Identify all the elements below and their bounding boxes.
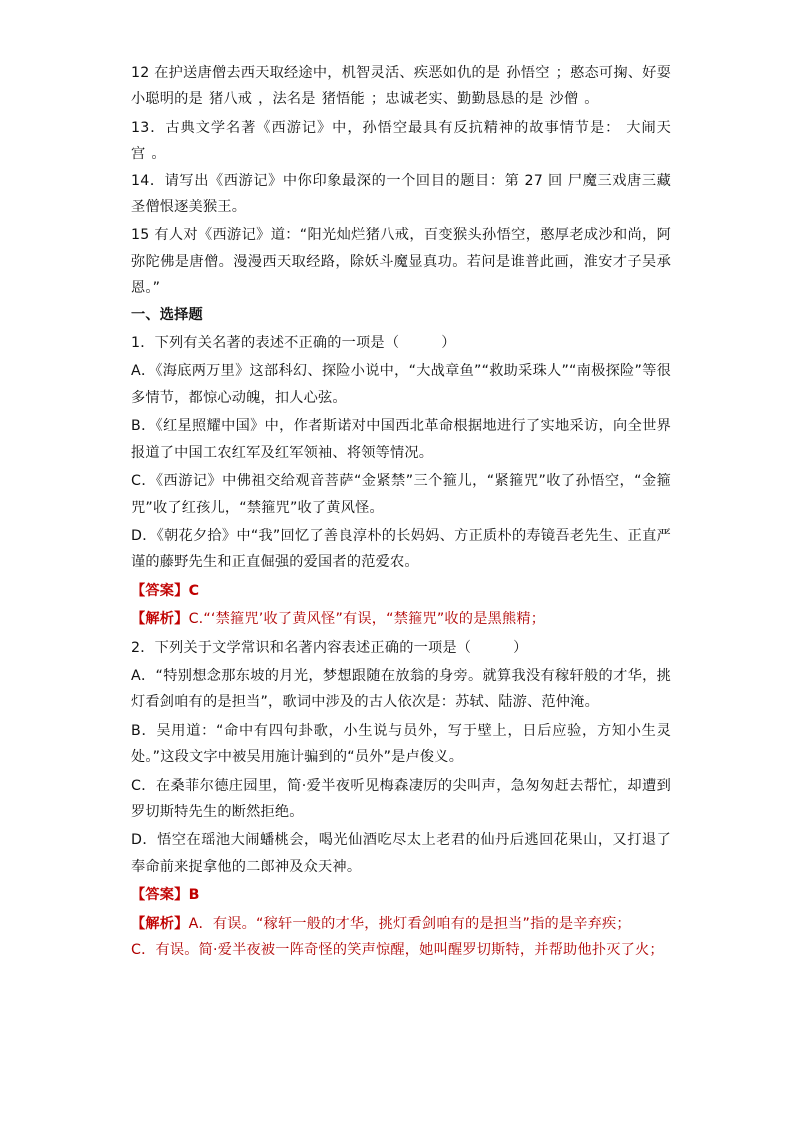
q12-text-5: 。 bbox=[584, 91, 599, 108]
answer-value: C bbox=[188, 582, 200, 599]
q12-text-1: 12 在护送唐僧去西天取经途中，机智灵活、疾恶如仇的是 bbox=[131, 65, 501, 81]
document-body bbox=[131, 60, 671, 963]
answer-label: 【答案】 bbox=[131, 887, 189, 904]
question-1-option-c: C．《西游记》中佛祖交给观音菩萨“金紧禁”三个箍儿，“紧箍咒”收了孙悟空，“金箍咒”收了红孩儿，“禁箍咒”收了黄风怪。 bbox=[131, 473, 671, 516]
q12-answer-1: 孙悟空 bbox=[506, 65, 550, 81]
analysis-label: 【解析】 bbox=[131, 915, 189, 932]
q13-answer-1: 大闹天宫 bbox=[131, 119, 671, 163]
question-2 bbox=[131, 635, 671, 964]
question-2-option-b: B．吴用道：“命中有四句卦歌，小生说与员外，写于壁上，日后应验，方知小生灵处。”这段文字中被吴用施计骗到的“员外”是卢俊义。 bbox=[131, 722, 671, 766]
fill-item-12 bbox=[131, 60, 671, 113]
fill-item-15: 15 有人对《西游记》道：“阳光灿烂猪八戒，百变猴头孙悟空，憨厚老成沙和尚，阿弥陀佛是唐僧。漫漫西天取经路，除妖斗魔显真功。若问是谁普此画，淮安才子吴承恩。” bbox=[131, 227, 671, 297]
fill-item-13 bbox=[131, 115, 671, 168]
q12-text-3: ，法名是 bbox=[258, 91, 316, 108]
question-1-analysis bbox=[131, 606, 671, 632]
question-2-analysis-2: C．有误。简·爱半夜被一阵奇怪的笑声惊醒，她叫醒罗切斯特，并帮助他扑灭了火； bbox=[131, 942, 664, 958]
question-2-stem bbox=[131, 635, 671, 661]
question-2-stem-close: ） bbox=[513, 639, 528, 656]
question-2-answer bbox=[131, 882, 671, 908]
question-2-analysis bbox=[131, 911, 671, 937]
analysis-line: A．有误。“稼轩一般的才华，挑灯看剑咱有的是担当”指的是辛弃疾； bbox=[188, 915, 631, 932]
question-2-stem-text: 2．下列关于文学常识和名著内容表述正确的一项是（ bbox=[131, 639, 472, 656]
answer-value: B bbox=[188, 887, 200, 904]
q12-answer-4: 沙僧 bbox=[549, 91, 579, 108]
section-title: 一、选择题 bbox=[131, 306, 203, 323]
fill-item-14: 14．请写出《西游记》中你印象最深的一个回目的题目：第 27 回 尸魔三戏唐三藏圣僧恨逐美猴王。 bbox=[131, 172, 671, 216]
question-1-option-b: B．《红星照耀中国》中，作者斯诺对中国西北革命根据地进行了实地采访，向全世界报道了中国工农红军及红军领袖、将领等情况。 bbox=[131, 418, 671, 461]
analysis-label: 【解析】 bbox=[131, 611, 189, 628]
question-2-option-a: A．“特别想念那东坡的月光，梦想跟随在放翁的身旁。就算我没有稼轩般的才华，挑灯看剑咱有的是担当”，歌词中涉及的古人依次是：苏轼、陆游、范仲淹。 bbox=[131, 667, 671, 711]
q12-answer-3: 猪悟能 bbox=[321, 91, 365, 108]
analysis-line: C.“‘禁箍咒’收了黄风怪”有误，“禁箍咒”收的是黑熊精； bbox=[188, 611, 546, 628]
answer-label: 【答案】 bbox=[131, 582, 189, 599]
question-2-option-d: D．悟空在瑶池大闹蟠桃会，喝光仙酒吃尽太上老君的仙丹后逃回花果山，又打退了奉命前来捉拿他的二郎神及众天神。 bbox=[131, 832, 671, 875]
q13-text-2: 。 bbox=[151, 146, 166, 163]
q13-text-1: 13．古典文学名著《西游记》中，孙悟空最具有反抗精神的故事情节是： bbox=[131, 119, 621, 136]
question-1-stem-text: 1．下列有关名著的表述不正确的一项是（ bbox=[131, 335, 400, 352]
question-1 bbox=[131, 330, 671, 632]
question-1-option-d: D．《朝花夕拾》中“我”回忆了善良淳朴的长妈妈、方正质朴的寿镜吾老先生、正直严谨的藤野先生和正直倔强的爱国者的范爱农。 bbox=[131, 527, 671, 571]
question-1-stem bbox=[131, 330, 671, 356]
question-1-answer bbox=[131, 578, 671, 604]
question-1-stem-close: ） bbox=[441, 335, 456, 352]
question-2-option-c: C．在桑菲尔德庄园里，简·爱半夜听见梅森凄厉的尖叫声，急匆匆赶去帮忙，却遭到罗切斯特先生的断然拒绝。 bbox=[131, 777, 671, 820]
q12-answer-2: 猪八戒 bbox=[208, 91, 253, 108]
q12-text-2: ；憨态可掬、好耍小聪明的是 bbox=[131, 65, 671, 108]
q12-text-4: ；忠诚老实、勤勤恳恳的是 bbox=[370, 91, 544, 108]
question-1-option-a: A．《海底两万里》这部科幻、探险小说中，“大战章鱼”“救助采珠人”“南极探险”等很多情节，都惊心动魄，扣人心弦。 bbox=[131, 363, 671, 406]
